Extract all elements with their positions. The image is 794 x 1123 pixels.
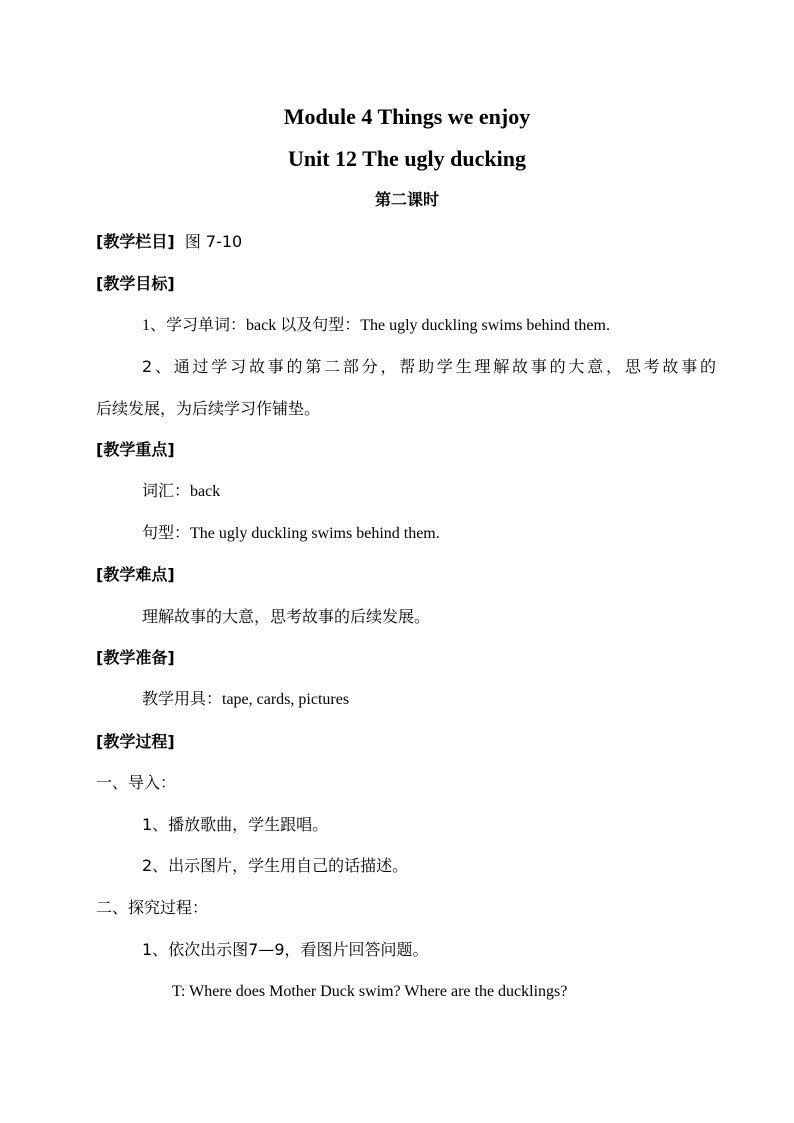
section-heading-zhongdian: [教学重点] xyxy=(96,440,175,459)
section-heading-nandian: [教学难点] xyxy=(96,565,175,584)
section-heading-guocheng: [教学过程] xyxy=(96,732,175,751)
mubiao-item-1: 1、学习单词：back 以及句型：The ugly duckling swims behind them. xyxy=(142,317,610,334)
section-heading-mubiao: [教学目标] xyxy=(96,274,175,293)
step1-heading: 一、导入： xyxy=(96,773,177,792)
document-title-unit: Unit 12 The ugly ducking xyxy=(287,146,526,171)
document-title-module: Module 4 Things we enjoy xyxy=(283,104,531,129)
step1-item-1: 1、播放歌曲，学生跟唱。 xyxy=(142,815,329,834)
mubiao-item-2-line-1: 2、通过学习故事的第二部分，帮助学生理解故事的大意，思考故事的 xyxy=(142,357,716,376)
step2-item-1: 1、依次出示图7—9，看图片回答问题。 xyxy=(142,940,429,959)
section-lanmu-value: 图 7-10 xyxy=(184,232,243,251)
step2-heading: 二、探究过程： xyxy=(96,898,209,917)
nandian-text: 理解故事的大意，思考故事的后续发展。 xyxy=(142,607,431,626)
step2-question: T: Where does Mother Duck swim? Where are the ducklings? xyxy=(172,983,568,1000)
section-heading-lanmu xyxy=(96,230,242,254)
section-heading-lanmu-label: [教学栏目] xyxy=(96,232,175,251)
zhongdian-sentence: 句型：The ugly duckling swims behind them. xyxy=(142,525,440,542)
zhunbei-text: 教学用具：tape, cards, pictures xyxy=(142,691,350,708)
zhongdian-vocab: 词汇：back xyxy=(142,483,221,500)
document-title-lesson: 第二课时 xyxy=(374,190,439,209)
step1-item-2: 2、出示图片，学生用自己的话描述。 xyxy=(142,856,409,875)
section-heading-zhunbei: [教学准备] xyxy=(96,648,175,667)
mubiao-item-2-line-2: 后续发展，为后续学习作铺垫。 xyxy=(96,399,321,418)
